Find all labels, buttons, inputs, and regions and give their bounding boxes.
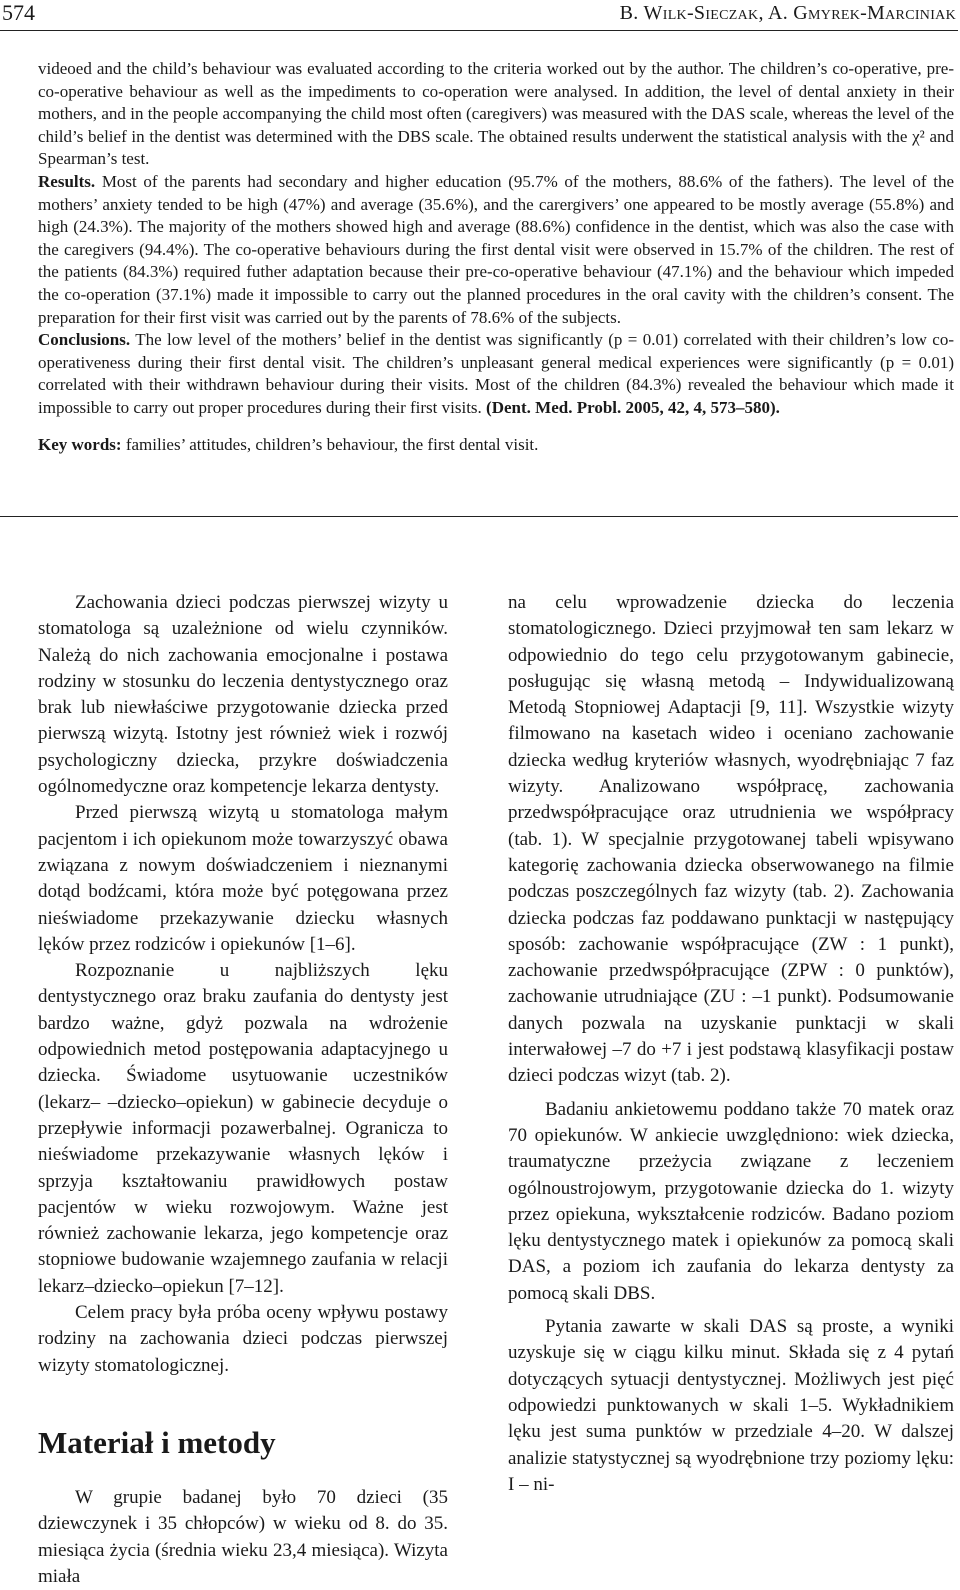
page-number: 574 [2,0,35,25]
right-paragraph-2: Badaniu ankietowemu poddano także 70 matek oraz 70 opiekunów. W ankiecie uwzględniono: wiek dziecka, traumatyczne przeżycia związane z leczeniem ogólnoustrojowym, przygotowanie dziecka do 1. wizyty przez opiekuna, wykształcenie rodziców. Badano poziom lęku dentystycznego matek i opiekunów za pomocą skali DAS, a poziom ich zaufania do lekarza dentysty za pomocą skali DBS. [508,1098,954,1304]
results-label: Results. [38,171,96,191]
citation: (Dent. Med. Probl. 2005, 42, 4, 573–580). [486,397,780,417]
right-column [508,590,954,1498]
keywords-text: families’ attitudes, children’s behaviour, the first dental visit. [125,434,539,454]
section-title-materials-methods: Materiał i metody [38,1424,276,1460]
right-paragraph-3: Pytania zawarte w skali DAS są proste, a wyniki uzyskuje się w ciągu kilku minut. Składa się z 4 pytań dotyczących sytuacji dentystycznej. Możliwych jest pięć odpowiedzi punktowanych w skali 1–5. Wykładnikiem lęku jest suma punktów w przedziale 4–20. W dalszej analizie statystycznej są wyodrębnione trzy poziomy lęku: I – ni- [508,1316,954,1495]
abstract-results-paragraph [38,171,954,329]
left-column [38,590,448,1590]
page-header [0,0,960,34]
left-paragraph-5: W grupie badanej było 70 dzieci (35 dziewczynek i 35 chłopców) w wieku od 8. do 35. miesiąca życia (średnia wieku 23,4 miesiąca). Wizyta miała [38,1486,448,1587]
keywords-paragraph [38,434,954,457]
right-paragraph-1: na celu wprowadzenie dziecka do leczenia stomatologicznego. Dzieci przyjmował ten sam lekarz w odpowiednio do tego celu przygotowanym gabinecie, posługując się własną metodą – Indywidualizowaną Metodą Stopniowej Adaptacji [9, 11]. Wszystkie wizyty filmowano na kasetach wideo i oceniano zachowanie dziecka według kryteriów własnych, wyodrębniając 7 faz wizyty. Analizowano współpracę, zachowania przedwspółpracujące oraz utrudnienia we współpracy (tab. 1). W specjalnie przygotowanej tabeli wpisywano kategorię zachowania dziecka obserwowanego na filmie podczas poszczególnych faz wizyty (tab. 2). Zachowania dziecka podczas faz poddawano punktacji w następujący sposób: zachowanie współpracujące (ZW : 1 punkt), zachowanie przedwspółpracujące (ZPW : 0 punktów), zachowanie utrudniające (ZU : –1 punkt). Podsumowanie danych pozwala na uzyskanie punktacji w skali interwałowej –7 do +7 i jest podstawą klasyfikacji postaw dzieci podczas wizyt (tab. 2). [508,592,954,1087]
running-head-authors: B. Wilk-Sieczak, A. Gmyrek-Marciniak [619,2,956,24]
keywords-label: Key words: [38,434,122,454]
conclusions-label: Conclusions. [38,330,131,350]
abstract-methods-paragraph [38,58,954,171]
abstract-conclusions-paragraph [38,329,954,419]
left-paragraph-1: Zachowania dzieci podczas pierwszej wizyty u stomatologa są uzależnione od wielu czynników. Należą do nich zachowania emocjonalne i postawa rodziny w stosunku do leczenia dentystycznego oraz brak lub niewłaściwe przygotowanie dziecka przed pierwszą wizytą. Istotny jest również wiek i rozwój psychologiczny dziecka, przykre doświadczenia ogólnomedyczne oraz kompetencje lekarza dentysty. [38,592,448,798]
abstract-conclusions-text: The low level of the mothers’ belief in the dentist was significantly (p = 0.01) correlated with their children’s low co-operativeness during their first dental visit. The children’s unpleasant general medical experiences were significantly (p = 0.01) correlated with their withdrawn behaviour during their visits. Most of the children (84.3%) revealed the behaviour which made it impossible to carry out proper procedures during their first visits. [38,330,954,417]
header-rule [0,30,958,31]
abstract-results-text: Most of the parents had secondary and higher education (95.7% of the mothers, 88.6% of the fathers). The level of the mothers’ anxiety tended to be high (47%) and average (35.6%), and the carergivers’ one appeared to be mostly average (55.8%) and high (24.3%). The majority of the mothers showed high and average (88.6%) confidence in the dentist, which was also the case with the caregivers (94.4%). The co-operative behaviours during the first dental visit were observed in 15.7% of the children. The rest of the patients (84.3%) required futher adaptation because their pre-co-operative behaviour (47.1%) and the behaviour which impeded the co-operation (37.1%) made it impossible to carry out the planned procedures in the oral cavity with the children’s consent. The preparation for their first visit was carried out by the parents of 78.6% of the subjects. [38,171,954,327]
left-paragraph-2: Przed pierwszą wizytą u stomatologa małym pacjentom i ich opiekunom może towarzyszyć obawa związana z nowym doświadczeniem i nieznanymi dotąd bodźcami, która może być potęgowana przez nieświadome przekazywanie dziecku własnych lęków przez rodziców i opiekunów [1–6]. [38,802,448,955]
left-paragraph-3: Rozpoznanie u najbliższych lęku dentystycznego oraz braku zaufania do dentysty jest bardzo ważne, gdyż pozwala na wdrożenie odpowiednich metod postępowania adaptacyjnego u dziecka. Świadome usytuowanie uczestników (lekarz– –dziecko–opiekun) w gabinecie decyduje o przepływie informacji pozawerbalnej. Ogranicza to nieświadome przekazywanie własnych lęków i sprzyja kształtowaniu prawidłowych postaw pacjentów w wieku rozwojowym. Ważne jest również zachowanie lekarza, jego kompetencje oraz stopniowe budowanie wzajemnego zaufania w relacji lekarz–dziecko–opiekun [7–12]. [38,960,448,1297]
abstract-methods-text: videoed and the child’s behaviour was evaluated according to the criteria worked out by the author. The children’s co-operative, pre-co-operative behaviour as well as the impediments to co-operation were analysed. In addition, the level of dental anxiety in their mothers, and in the people accompanying the child most often (caregivers) was measured with the DAS scale, whereas the level of the child’s belief in the dentist was determined with the DBS scale. The obtained results underwent the statistical analysis with the χ² and Spearman’s test. [38,59,954,169]
left-paragraph-4: Celem pracy była próba oceny wpływu postawy rodziny na zachowania dzieci podczas pierwszej wizyty stomatologicznej. [38,1302,448,1376]
abstract-rule [0,516,958,517]
abstract [38,58,954,456]
